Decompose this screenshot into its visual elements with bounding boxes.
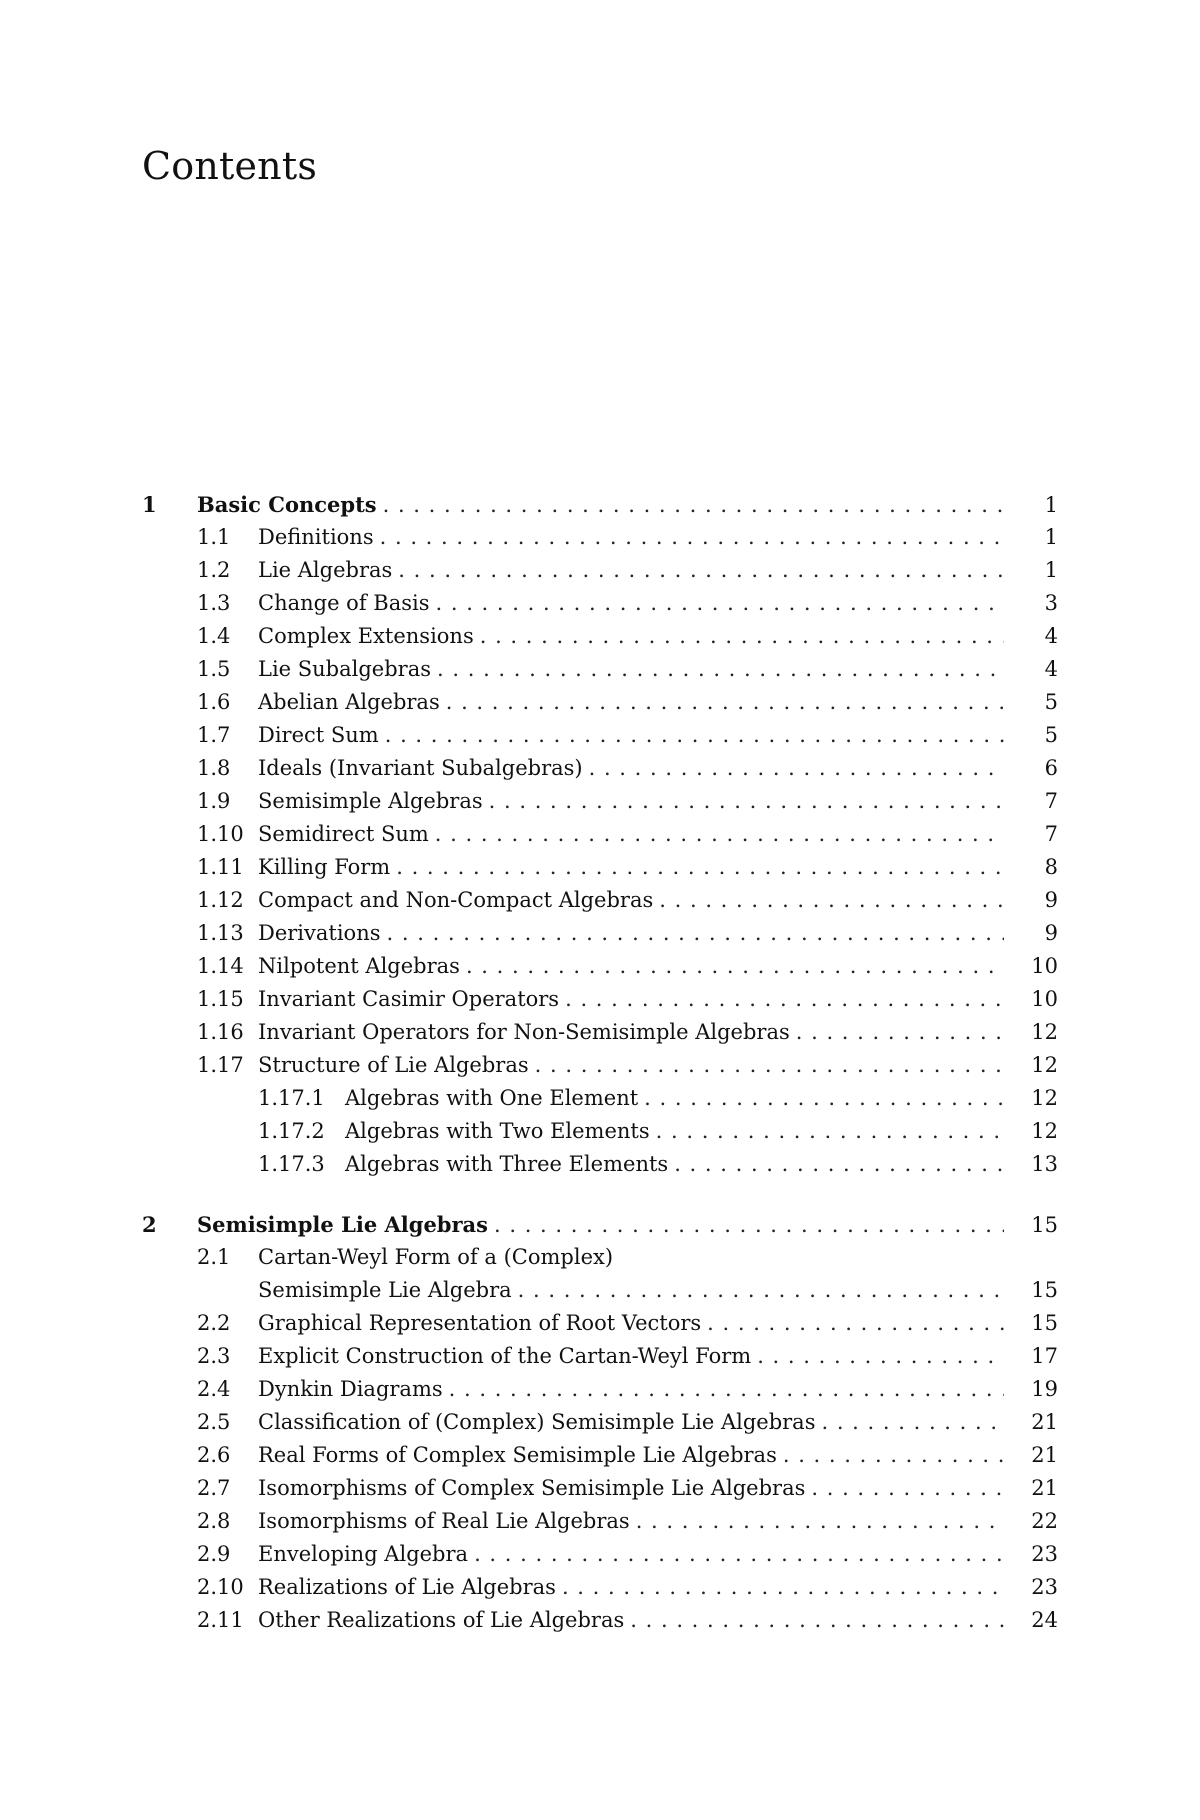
page-number: 24 [1031, 1608, 1058, 1632]
page-number: 23 [1031, 1542, 1058, 1566]
dot-leader [480, 620, 1004, 653]
section-number: 1.9 [197, 789, 231, 813]
section-number: 2.3 [197, 1344, 231, 1368]
page-number: 8 [1044, 855, 1058, 879]
page-number: 1 [1044, 525, 1058, 549]
page-number: 15 [1031, 1311, 1058, 1335]
section-number: 1.12 [197, 888, 244, 912]
section-title: Lie Algebras [258, 558, 393, 582]
dot-leader [446, 686, 1004, 719]
page-number: 12 [1031, 1053, 1058, 1077]
page-number: 4 [1044, 657, 1058, 681]
section-number: 1.15 [197, 987, 244, 1011]
toc-section-entry[interactable] [142, 1472, 1058, 1505]
dot-leader [821, 1406, 1004, 1439]
section-title: Isomorphisms of Complex Semisimple Lie Algebras [258, 1476, 806, 1500]
section-title: Direct Sum [258, 723, 379, 747]
dot-leader [562, 1571, 1004, 1604]
toc-section-entry[interactable] [142, 521, 1058, 554]
toc-section-entry[interactable] [142, 554, 1058, 587]
section-title: Lie Subalgebras [258, 657, 432, 681]
section-number: 1.11 [197, 855, 244, 879]
section-number: 1.14 [197, 954, 244, 978]
page-number: 10 [1031, 987, 1058, 1011]
toc-section-entry[interactable] [142, 1571, 1058, 1604]
dot-leader [674, 1148, 1004, 1181]
dot-leader [757, 1340, 1004, 1373]
toc-chapter-entry[interactable] [142, 1208, 1058, 1241]
section-number: 1.1 [197, 525, 231, 549]
toc-section-continuation[interactable] [142, 1274, 1058, 1307]
chapter-1 [142, 488, 1058, 1181]
section-title: Invariant Operators for Non-Semisimple Algebras [258, 1020, 790, 1044]
dot-leader [644, 1082, 1004, 1115]
section-title-line-1: Cartan-Weyl Form of a (Complex) [258, 1245, 614, 1269]
section-title: Realizations of Lie Algebras [258, 1575, 556, 1599]
dot-leader [387, 917, 1004, 950]
toc-section-entry[interactable] [142, 917, 1058, 950]
section-number: 1.2 [197, 558, 231, 582]
section-title: Dynkin Diagrams [258, 1377, 443, 1401]
page-number: 9 [1044, 921, 1058, 945]
dot-leader [474, 1538, 1004, 1571]
section-number: 1.3 [197, 591, 231, 615]
toc-section-entry[interactable] [142, 719, 1058, 752]
section-title: Real Forms of Complex Semisimple Lie Algebras [258, 1443, 777, 1467]
section-title: Enveloping Algebra [258, 1542, 469, 1566]
section-title: Graphical Representation of Root Vectors [258, 1311, 702, 1335]
toc-section-entry[interactable] [142, 1049, 1058, 1082]
chapter-title: Semisimple Lie Algebras [197, 1212, 488, 1237]
dot-leader [783, 1439, 1004, 1472]
section-number: 2.7 [197, 1476, 231, 1500]
page-number: 5 [1044, 723, 1058, 747]
toc-section-entry[interactable] [142, 1307, 1058, 1340]
toc-section-entry[interactable] [142, 1604, 1058, 1637]
section-title: Derivations [258, 921, 381, 945]
toc-section-entry[interactable] [142, 587, 1058, 620]
toc-subsection-entry[interactable] [142, 1082, 1058, 1115]
section-number: 1.8 [197, 756, 231, 780]
section-number: 2.9 [197, 1542, 231, 1566]
section-title: Nilpotent Algebras [258, 954, 460, 978]
dot-leader [535, 1049, 1004, 1082]
dot-leader [449, 1373, 1004, 1406]
subsection-title: Algebras with One Element [345, 1086, 639, 1110]
toc-section-entry[interactable] [142, 1241, 1058, 1274]
page-number: 7 [1044, 789, 1058, 813]
section-number: 2.10 [197, 1575, 244, 1599]
page-number: 23 [1031, 1575, 1058, 1599]
page-number: 15 [1031, 1278, 1058, 1302]
page-number: 4 [1044, 624, 1058, 648]
toc-subsection-entry[interactable] [142, 1115, 1058, 1148]
toc-section-entry[interactable] [142, 950, 1058, 983]
dot-leader [398, 554, 1004, 587]
section-number: 2.1 [197, 1245, 231, 1269]
dot-leader [396, 851, 1004, 884]
dot-leader [385, 719, 1004, 752]
section-number: 1.5 [197, 657, 231, 681]
section-title: Isomorphisms of Real Lie Algebras [258, 1509, 630, 1533]
dot-leader [636, 1505, 1004, 1538]
page-number: 1 [1044, 493, 1058, 517]
dot-leader [518, 1274, 1004, 1307]
toc-section-entry[interactable] [142, 1016, 1058, 1049]
toc-section-entry[interactable] [142, 620, 1058, 653]
toc-section-entry[interactable] [142, 1505, 1058, 1538]
section-number: 1.13 [197, 921, 244, 945]
section-number: 1.16 [197, 1020, 244, 1044]
page-number: 3 [1044, 591, 1058, 615]
toc-section-entry[interactable] [142, 752, 1058, 785]
dot-leader [589, 752, 1004, 785]
subsection-number: 1.17.3 [258, 1152, 325, 1176]
toc-section-entry[interactable] [142, 983, 1058, 1016]
section-title: Semidirect Sum [258, 822, 429, 846]
section-number: 2.2 [197, 1311, 231, 1335]
toc-section-entry[interactable] [142, 686, 1058, 719]
dot-leader [796, 1016, 1004, 1049]
page-number: 21 [1031, 1476, 1058, 1500]
dot-leader [707, 1307, 1004, 1340]
toc-section-entry[interactable] [142, 1373, 1058, 1406]
section-title: Explicit Construction of the Cartan-Weyl Form [258, 1344, 752, 1368]
dot-leader [466, 950, 1004, 983]
section-number: 2.6 [197, 1443, 231, 1467]
dot-leader [437, 653, 1004, 686]
toc-section-entry[interactable] [142, 785, 1058, 818]
section-title: Semisimple Algebras [258, 789, 483, 813]
page-title: Contents [142, 144, 318, 188]
chapter-2 [142, 1208, 1058, 1637]
chapter-title: Basic Concepts [197, 492, 377, 517]
section-title: Classification of (Complex) Semisimple Lie Algebras [258, 1410, 816, 1434]
table-of-contents [142, 488, 1058, 1664]
section-number: 1.4 [197, 624, 231, 648]
page-number: 19 [1031, 1377, 1058, 1401]
dot-leader [380, 521, 1004, 554]
page-number: 12 [1031, 1119, 1058, 1143]
section-title: Complex Extensions [258, 624, 474, 648]
subsection-number: 1.17.1 [258, 1086, 325, 1110]
page-number: 13 [1031, 1152, 1058, 1176]
section-title: Abelian Algebras [258, 690, 440, 714]
dot-leader [436, 587, 1005, 620]
toc-section-entry[interactable] [142, 1538, 1058, 1571]
toc-section-entry[interactable] [142, 1439, 1058, 1472]
section-title: Killing Form [258, 855, 391, 879]
section-number: 1.6 [197, 690, 231, 714]
dot-leader [811, 1472, 1004, 1505]
toc-section-entry[interactable] [142, 1340, 1058, 1373]
section-title: Change of Basis [258, 591, 430, 615]
dot-leader [494, 1209, 1004, 1242]
dot-leader [565, 983, 1004, 1016]
section-number: 2.11 [197, 1608, 244, 1632]
page-number: 5 [1044, 690, 1058, 714]
subsection-title: Algebras with Two Elements [345, 1119, 650, 1143]
toc-section-entry[interactable] [142, 818, 1058, 851]
section-title: Structure of Lie Algebras [258, 1053, 529, 1077]
page-number: 6 [1044, 756, 1058, 780]
dot-leader [383, 489, 1004, 522]
section-number: 2.8 [197, 1509, 231, 1533]
section-title: Other Realizations of Lie Algebras [258, 1608, 625, 1632]
page-number: 15 [1031, 1213, 1058, 1237]
chapter-number: 1 [142, 492, 157, 517]
page-number: 10 [1031, 954, 1058, 978]
dot-leader [630, 1604, 1004, 1637]
subsection-number: 1.17.2 [258, 1119, 325, 1143]
toc-subsection-entry[interactable] [142, 1148, 1058, 1181]
page-number: 9 [1044, 888, 1058, 912]
toc-section-entry[interactable] [142, 1406, 1058, 1439]
section-number: 1.10 [197, 822, 244, 846]
page-number: 21 [1031, 1443, 1058, 1467]
section-number: 1.17 [197, 1053, 244, 1077]
page-number: 21 [1031, 1410, 1058, 1434]
page-number: 12 [1031, 1020, 1058, 1044]
page-number: 1 [1044, 558, 1058, 582]
section-number: 1.7 [197, 723, 231, 747]
dot-leader [656, 1115, 1004, 1148]
dot-leader [435, 818, 1004, 851]
section-title-line-2: Semisimple Lie Algebra [258, 1278, 512, 1302]
section-title: Ideals (Invariant Subalgebras) [258, 756, 583, 780]
section-title: Definitions [258, 525, 374, 549]
dot-leader [489, 785, 1004, 818]
section-number: 2.5 [197, 1410, 231, 1434]
page-number: 17 [1031, 1344, 1058, 1368]
chapter-number: 2 [142, 1212, 157, 1237]
section-title: Compact and Non-Compact Algebras [258, 888, 654, 912]
section-number: 2.4 [197, 1377, 231, 1401]
toc-section-entry[interactable] [142, 653, 1058, 686]
page-number: 12 [1031, 1086, 1058, 1110]
page-number: 7 [1044, 822, 1058, 846]
page-number: 22 [1031, 1509, 1058, 1533]
toc-section-entry[interactable] [142, 884, 1058, 917]
section-title: Invariant Casimir Operators [258, 987, 560, 1011]
toc-section-entry[interactable] [142, 851, 1058, 884]
toc-chapter-entry[interactable] [142, 488, 1058, 521]
subsection-title: Algebras with Three Elements [345, 1152, 669, 1176]
dot-leader [659, 884, 1004, 917]
